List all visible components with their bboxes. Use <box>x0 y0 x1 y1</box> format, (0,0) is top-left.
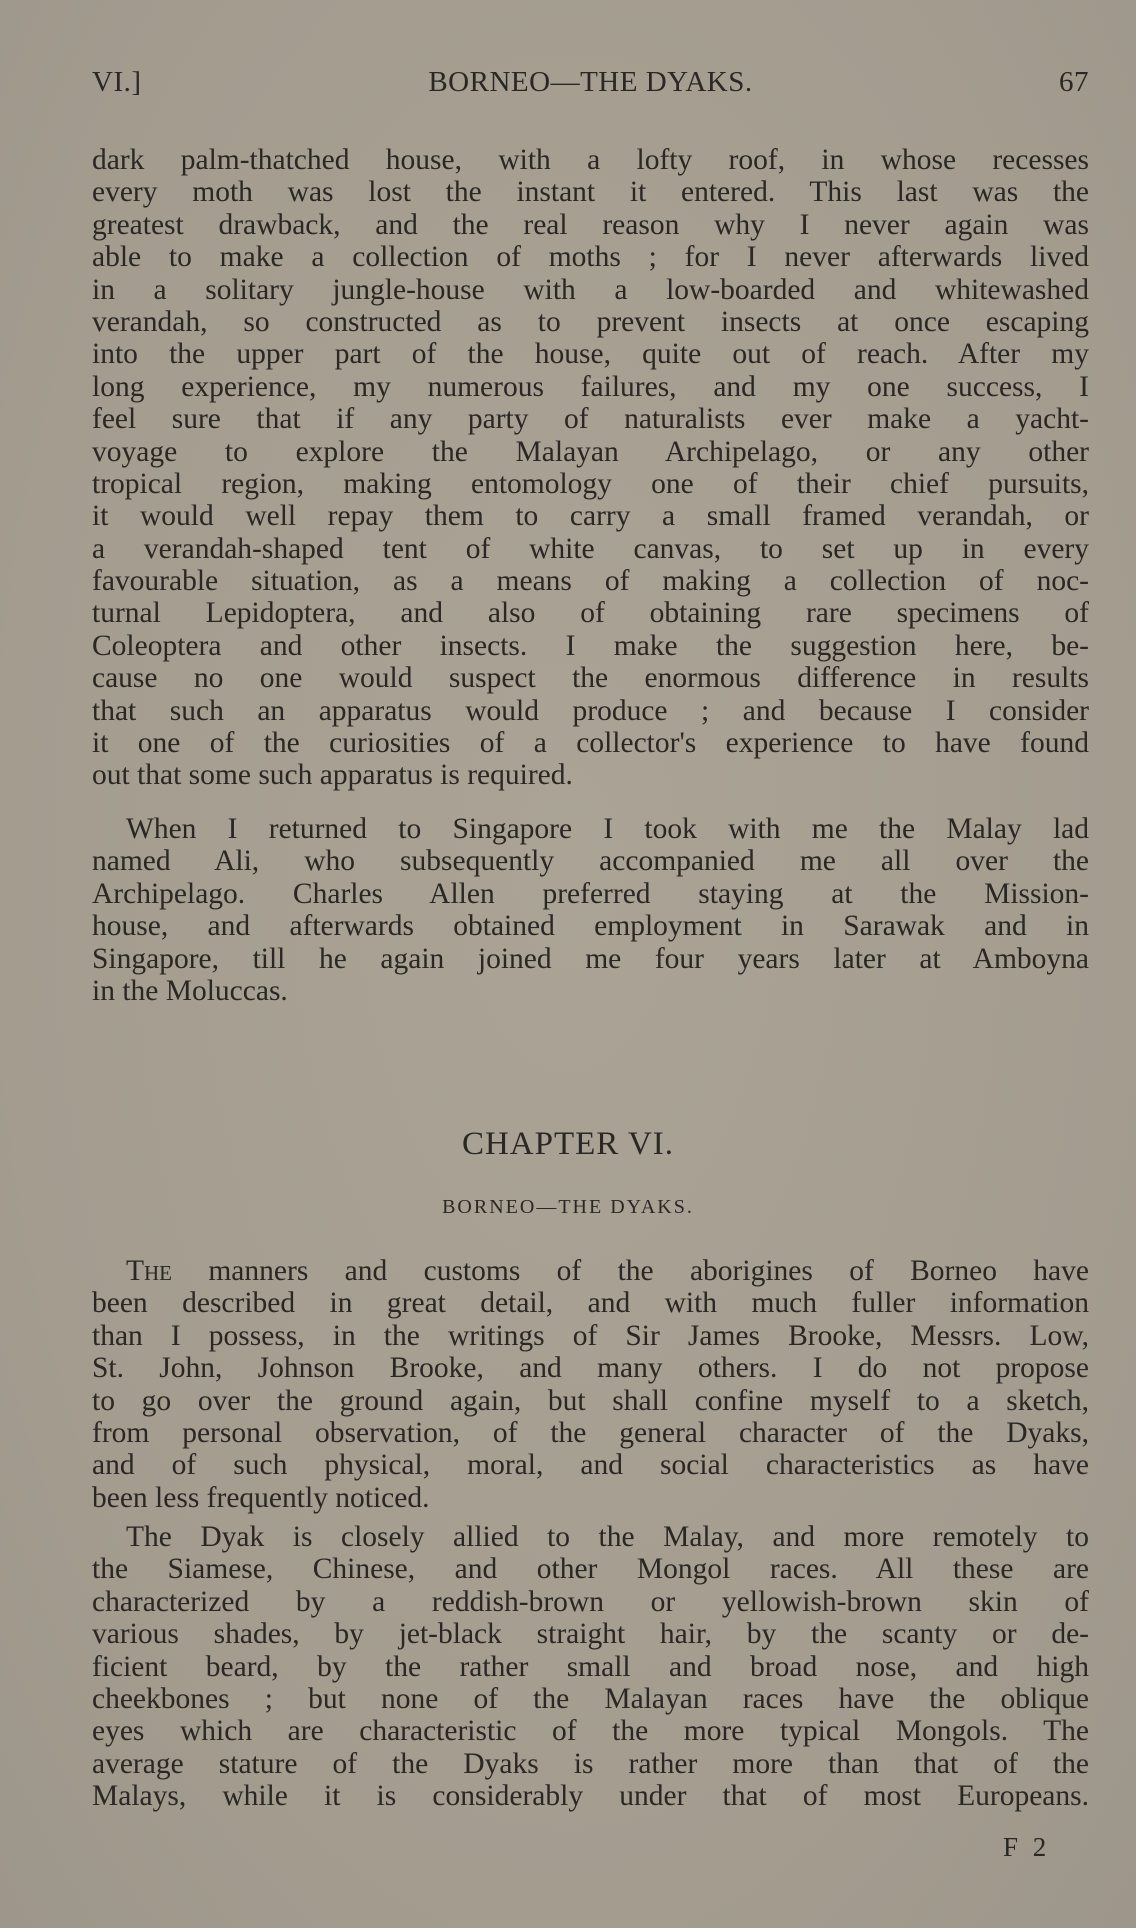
text-line: and of such physical, moral, and social characteristics as have <box>92 1449 1089 1482</box>
text-line: in a solitary jungle-house with a low-boarded and whitewashed <box>92 273 1089 306</box>
paragraph-3 <box>92 1255 1089 1514</box>
text-line: cause no one would suspect the enormous difference in results <box>92 662 1089 695</box>
text-line: named Ali, who subsequently accompanied me all over the <box>92 845 1089 878</box>
paragraph-1 <box>92 144 1089 792</box>
text-line: house, and afterwards obtained employment in Sarawak and in <box>92 910 1089 943</box>
text-line: long experience, my numerous failures, and my one success, I <box>92 370 1089 403</box>
text-line: turnal Lepidoptera, and also of obtaining rare specimens of <box>92 597 1089 630</box>
text-line: dark palm-thatched house, with a lofty roof, in whose recesses <box>92 144 1089 176</box>
text-line: into the upper part of the house, quite out of reach. After my <box>92 338 1089 371</box>
text-line: various shades, by jet-black straight hair, by the scanty or de- <box>92 1618 1089 1651</box>
text-line: it one of the curiosities of a collector's experience to have found <box>92 727 1089 760</box>
chapter-subtitle: BORNEO—THE DYAKS. <box>442 1196 694 1218</box>
text-line: cheekbones ; but none of the Malayan races have the oblique <box>92 1682 1089 1715</box>
text-line: a verandah-shaped tent of white canvas, to set up in every <box>92 532 1089 565</box>
text-line: voyage to explore the Malayan Archipelago, or any other <box>92 435 1089 468</box>
text-line: able to make a collection of moths ; for I never afterwards lived <box>92 241 1089 274</box>
paragraph-4 <box>92 1521 1089 1813</box>
lead-line-rest: manners and customs of the aborigines of Borneo have <box>172 1255 1089 1287</box>
text-line: favourable situation, as a means of making a collection of noc- <box>92 565 1089 598</box>
page-number: 67 <box>1059 66 1089 98</box>
text-line: verandah, so constructed as to prevent insects at once escaping <box>92 305 1089 338</box>
text-line: average stature of the Dyaks is rather more than that of the <box>92 1747 1089 1780</box>
chapter-title: CHAPTER VI. <box>461 1126 675 1162</box>
signature-mark: F 2 <box>1003 1832 1051 1862</box>
lead-word: The <box>126 1255 173 1287</box>
text-line: in the Moluccas. <box>92 974 288 1007</box>
text-line: St. John, Johnson Brooke, and many others. I do not propose <box>92 1352 1089 1385</box>
text-line: than I possess, in the writings of Sir James Brooke, Messrs. Low, <box>92 1319 1089 1352</box>
running-head-chapter: VI.] <box>92 66 142 98</box>
text-line: been less frequently noticed. <box>92 1481 430 1514</box>
text-line: tropical region, making entomology one of their chief pursuits, <box>92 467 1089 500</box>
text-line: Archipelago. Charles Allen preferred staying at the Mission- <box>92 877 1089 910</box>
text-line: Coleoptera and other insects. I make the suggestion here, be- <box>92 629 1089 662</box>
text-line: out that some such apparatus is required. <box>92 759 573 792</box>
text-line: eyes which are characteristic of the more typical Mongols. The <box>92 1715 1089 1748</box>
text-line <box>92 1255 1089 1287</box>
text-line: been described in great detail, and with much fuller information <box>92 1287 1089 1320</box>
text-line: that such an apparatus would produce ; and because I consider <box>92 694 1089 727</box>
text-line: from personal observation, of the general character of the Dyaks, <box>92 1416 1089 1449</box>
text-line: feel sure that if any party of naturalists ever make a yacht- <box>92 403 1089 436</box>
text-line: it would well repay them to carry a small framed verandah, or <box>92 500 1089 533</box>
text-line: characterized by a reddish-brown or yellowish-brown skin of <box>92 1585 1089 1618</box>
text-line: greatest drawback, and the real reason why I never again was <box>92 208 1089 241</box>
text-line: When I returned to Singapore I took with me the Malay lad <box>126 813 1089 845</box>
text-line: Malays, while it is considerably under that of most Europeans. <box>92 1780 1089 1813</box>
running-head-title: BORNEO—THE DYAKS. <box>428 66 753 98</box>
text-line: Singapore, till he again joined me four years later at Amboyna <box>92 942 1089 975</box>
text-line: ficient beard, by the rather small and broad nose, and high <box>92 1650 1089 1683</box>
text-line: to go over the ground again, but shall confine myself to a sketch, <box>92 1384 1089 1417</box>
text-line: The Dyak is closely allied to the Malay, and more remotely to <box>126 1521 1089 1553</box>
text-line: every moth was lost the instant it entered. This last was the <box>92 176 1089 209</box>
text-line: the Siamese, Chinese, and other Mongol races. All these are <box>92 1553 1089 1586</box>
paragraph-2 <box>92 813 1089 1007</box>
running-head <box>92 66 1089 106</box>
